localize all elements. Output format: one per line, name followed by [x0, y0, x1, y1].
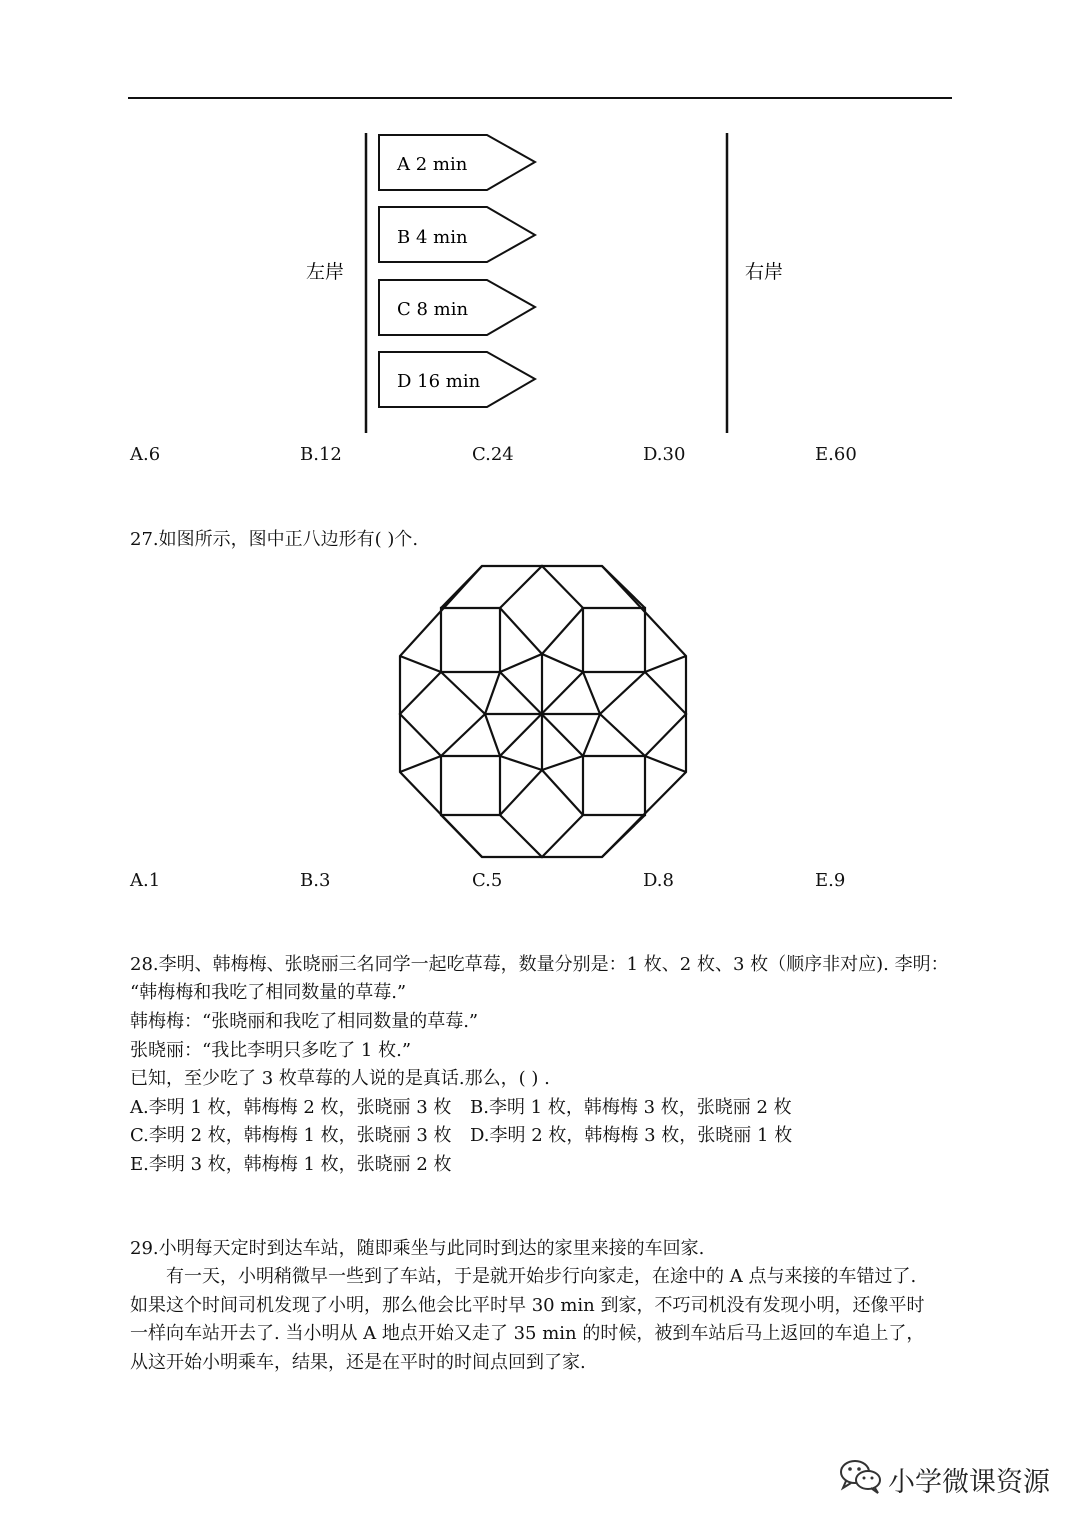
edge-br-1: [645, 756, 686, 772]
square-bottom-right: [583, 756, 645, 815]
river-crossing-diagram: [0, 0, 1080, 440]
q28-line-5: 已知，至少吃了 3 枚草莓的人说的是真话.那么，( ) .: [130, 1068, 550, 1089]
right-bank-label: 右岸: [745, 261, 784, 283]
q28-option-b: B.李明 1 枚，韩梅梅 3 枚，张晓丽 2 枚: [470, 1097, 792, 1118]
q28-line-1: 28.李明、韩梅梅、张晓丽三名同学一起吃草莓，数量分别是：1 枚、2 枚、3 枚（顺序非对应). 李明：: [130, 954, 949, 975]
q27-option-d: D.8: [643, 870, 674, 891]
edge-tr-1: [602, 566, 645, 608]
q29-line-5: 从这开始小明乘车，结果，还是在平时的时间点回到了家.: [130, 1352, 586, 1373]
wechat-icon: [838, 1456, 884, 1496]
edge-tl-2: [400, 656, 441, 672]
q28-option-d: D.李明 2 枚，韩梅梅 3 枚，张晓丽 1 枚: [470, 1125, 793, 1146]
q27-option-e: E.9: [815, 870, 846, 891]
edge-br-2: [602, 815, 645, 857]
q26-option-d: D.30: [643, 444, 686, 465]
rhombus-right: [600, 672, 686, 756]
q29-line-3: 如果这个时间司机发现了小明，那么他会比平时早 30 min 到家，不巧司机没有发现小明，还像平时: [130, 1295, 925, 1316]
q27-option-c: C.5: [472, 870, 503, 891]
q27-option-b: B.3: [300, 870, 331, 891]
q26-option-c: C.24: [472, 444, 514, 465]
q27-option-a: A.1: [130, 870, 161, 891]
edge-tl-1: [441, 566, 482, 608]
q27-question: 27.如图所示，图中正八边形有( )个.: [130, 529, 419, 550]
rhombus-bottom: [500, 770, 583, 857]
square-top-left: [441, 608, 500, 672]
rhombus-top: [500, 566, 583, 654]
q28-line-4: 张晓丽：“我比李明只多吃了 1 枚.”: [130, 1040, 412, 1061]
q26-option-b: B.12: [300, 444, 342, 465]
q28-line-2: “韩梅梅和我吃了相同数量的草莓.”: [130, 982, 407, 1003]
q29-line-4: 一样向车站开去了. 当小明从 A 地点开始又走了 35 min 的时候，被到车站后马上返回的车追上了，: [130, 1323, 925, 1344]
boat-a-label: A 2 min: [397, 154, 468, 175]
octagon-figure: [380, 550, 710, 870]
q28-option-c: C.李明 2 枚，韩梅梅 1 枚，张晓丽 3 枚: [130, 1125, 452, 1146]
boat-d-label: D 16 min: [397, 371, 481, 392]
q28-option-a: A.李明 1 枚，韩梅梅 2 枚，张晓丽 3 枚: [130, 1097, 452, 1118]
watermark-text: 小学微课资源: [888, 1467, 1050, 1498]
edge-tr-2: [645, 656, 686, 672]
left-bank-label: 左岸: [306, 261, 345, 283]
boat-c-label: C 8 min: [397, 299, 469, 320]
q28-option-e: E.李明 3 枚，韩梅梅 1 枚，张晓丽 2 枚: [130, 1154, 452, 1175]
q29-line-1: 29.小明每天定时到达车站，随即乘坐与此同时到达的家里来接的车回家.: [130, 1238, 705, 1259]
square-bottom-left: [441, 756, 500, 815]
square-top-right: [583, 608, 645, 672]
edge-bl-1: [400, 756, 441, 772]
edge-bl-2: [441, 815, 482, 857]
q29-line-2: 有一天，小明稍微早一些到了车站，于是就开始步行向家走，在途中的 A 点与来接的车错过了.: [166, 1266, 917, 1287]
q26-option-e: E.60: [815, 444, 857, 465]
q28-line-3: 韩梅梅：“张晓丽和我吃了相同数量的草莓.”: [130, 1011, 479, 1032]
q26-option-a: A.6: [130, 444, 161, 465]
boat-b-label: B 4 min: [397, 227, 468, 248]
rhombus-left: [400, 672, 485, 756]
